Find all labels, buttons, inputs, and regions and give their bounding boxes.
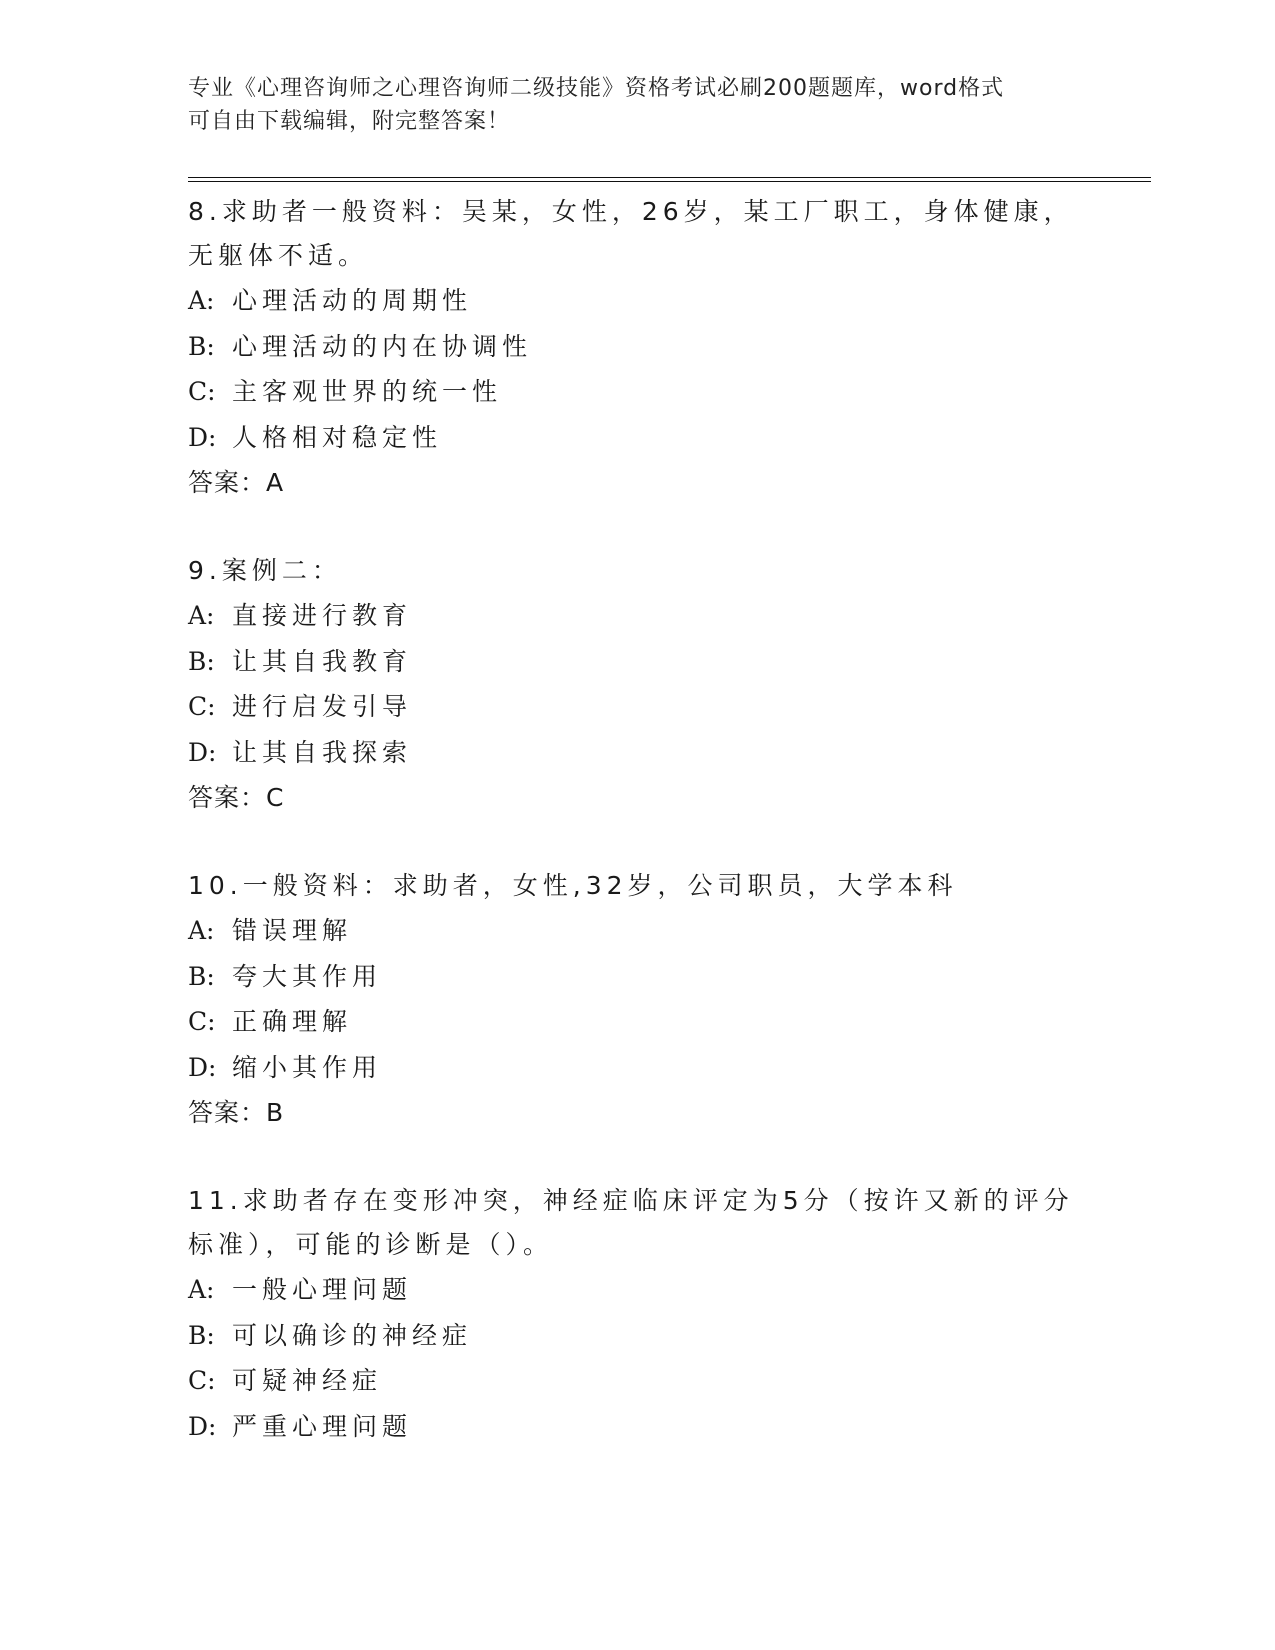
option-d (188, 415, 1088, 461)
option-b (188, 324, 1088, 370)
document-header (188, 72, 1068, 138)
question-text: 8.求助者一般资料：吴某，女性，26岁，某工厂职工，身体健康，无躯体不适。 (188, 197, 1074, 270)
option-c (188, 684, 1088, 730)
option-letter: D: (188, 737, 217, 767)
option-text: 错误理解 (232, 916, 353, 945)
option-letter: B: (188, 331, 215, 361)
option-letter: A: (188, 601, 215, 630)
header-line-1: 专业《心理咨询师之心理咨询师二级技能》资格考试必刷200题题库，word格式 (188, 76, 1005, 101)
option-letter: B: (188, 646, 215, 676)
option-letter: D: (188, 1411, 217, 1441)
option-letter: C: (188, 692, 216, 721)
question-text: 9.案例二： (188, 556, 342, 585)
answer-value: C (266, 783, 285, 812)
option-letter: D: (188, 422, 217, 452)
header-divider-top (188, 177, 1151, 178)
option-text: 缩小其作用 (232, 1052, 383, 1082)
option-a (188, 593, 1088, 639)
option-d (188, 1045, 1088, 1091)
option-d (188, 730, 1088, 776)
option-text: 主客观世界的统一性 (232, 377, 503, 406)
question-9 (188, 549, 1088, 820)
option-text: 心理活动的周期性 (232, 286, 473, 315)
answer-line (188, 775, 1088, 820)
option-text: 心理活动的内在协调性 (232, 331, 533, 361)
answer-label: 答案： (188, 468, 267, 497)
option-a (188, 1267, 1088, 1313)
option-c (188, 999, 1088, 1045)
header-line-2: 可自由下载编辑，附完整答案！ (188, 109, 511, 134)
option-letter: C: (188, 377, 216, 406)
option-b (188, 639, 1088, 685)
option-text: 严重心理问题 (232, 1411, 413, 1441)
answer-line (188, 1090, 1088, 1135)
option-text: 直接进行教育 (232, 601, 413, 630)
option-a (188, 278, 1088, 324)
option-c (188, 369, 1088, 415)
question-8 (188, 190, 1088, 505)
option-a (188, 908, 1088, 954)
option-letter: A: (188, 916, 215, 945)
option-letter: C: (188, 1007, 216, 1036)
option-b (188, 954, 1088, 1000)
option-d (188, 1404, 1088, 1450)
answer-value: B (266, 1098, 285, 1127)
option-text: 夸大其作用 (232, 961, 383, 991)
question-list (188, 190, 1088, 1493)
option-text: 让其自我教育 (232, 646, 413, 676)
header-divider-bottom (188, 181, 1151, 182)
question-10 (188, 864, 1088, 1135)
option-c (188, 1358, 1088, 1404)
question-11 (188, 1179, 1088, 1449)
question-text: 11.求助者存在变形冲突，神经症临床评定为5分（按许又新的评分标准），可能的诊断是（）。 (188, 1186, 1074, 1259)
option-letter: A: (188, 286, 215, 315)
option-letter: B: (188, 961, 215, 991)
answer-label: 答案： (188, 783, 267, 812)
question-text: 10.一般资料：求助者，女性,32岁，公司职员，大学本科 (188, 871, 958, 900)
option-text: 进行启发引导 (232, 692, 413, 721)
option-letter: A: (188, 1275, 215, 1304)
option-letter: B: (188, 1320, 215, 1350)
option-letter: D: (188, 1052, 217, 1082)
option-b (188, 1313, 1088, 1359)
option-text: 一般心理问题 (232, 1275, 413, 1304)
option-text: 可疑神经症 (232, 1366, 383, 1395)
answer-line (188, 460, 1088, 505)
option-text: 正确理解 (232, 1007, 353, 1036)
option-text: 人格相对稳定性 (232, 422, 443, 452)
option-letter: C: (188, 1366, 216, 1395)
option-text: 让其自我探索 (232, 737, 413, 767)
option-text: 可以确诊的神经症 (232, 1320, 473, 1350)
answer-label: 答案： (188, 1098, 267, 1127)
answer-value: A (266, 468, 285, 497)
